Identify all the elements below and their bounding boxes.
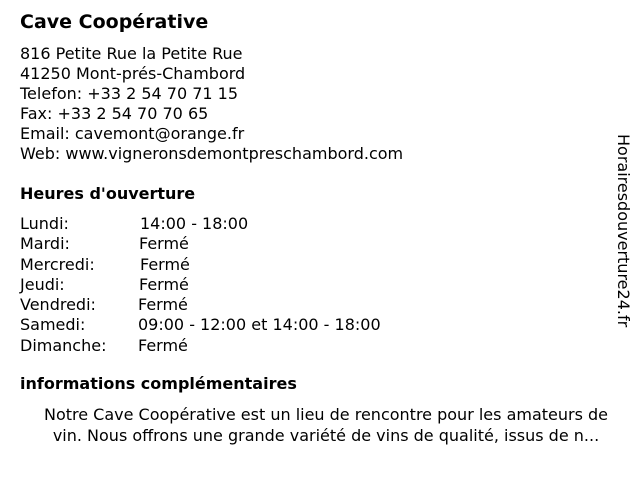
site-watermark: Horairesdouverture24.fr	[614, 134, 633, 328]
day-label: Mercredi:	[20, 254, 95, 274]
description-text	[20, 404, 632, 446]
hours-row-thursday	[20, 275, 440, 295]
info-heading: informations complémentaires	[20, 374, 297, 393]
web-line: Web: www.vigneronsdemontpreschambord.com	[20, 144, 404, 163]
day-label: Vendredi:	[20, 295, 96, 315]
contact-block	[20, 44, 403, 164]
day-hours: 09:00 - 12:00 et 14:00 - 18:00	[138, 315, 381, 335]
description-line: vin. Nous offrons une grande variété de vins de qualité, issus de n...	[52, 426, 600, 445]
hours-row-sunday	[20, 336, 440, 356]
hours-table	[20, 214, 440, 356]
fax-line: Fax: +33 2 54 70 70 65	[20, 104, 209, 123]
day-label: Samedi:	[20, 315, 86, 335]
day-label: Lundi:	[20, 214, 69, 233]
day-label: Jeudi:	[20, 274, 65, 294]
business-name: Cave Coopérative	[20, 11, 209, 33]
phone-line: Telefon: +33 2 54 70 71 15	[20, 84, 239, 103]
hours-heading: Heures d'ouverture	[20, 184, 196, 203]
email-line: Email: cavemont@orange.fr	[20, 124, 245, 143]
hours-row-saturday	[20, 315, 440, 335]
day-label: Mardi:	[20, 234, 70, 254]
day-hours: Fermé	[139, 274, 189, 294]
description-line: Notre Cave Coopérative est un lieu de rencontre pour les amateurs de	[43, 405, 609, 424]
day-hours: Fermé	[138, 335, 188, 355]
day-hours: Fermé	[138, 295, 188, 315]
address-street: 816 Petite Rue la Petite Rue	[20, 44, 243, 63]
day-label: Dimanche:	[20, 335, 107, 355]
day-hours: Fermé	[140, 254, 190, 274]
hours-row-monday	[20, 214, 440, 234]
day-hours: Fermé	[139, 234, 189, 254]
day-hours: 14:00 - 18:00	[140, 214, 249, 233]
address-city: 41250 Mont-prés-Chambord	[20, 64, 246, 83]
hours-row-friday	[20, 295, 440, 315]
hours-row-wednesday	[20, 255, 440, 275]
hours-row-tuesday	[20, 234, 440, 254]
